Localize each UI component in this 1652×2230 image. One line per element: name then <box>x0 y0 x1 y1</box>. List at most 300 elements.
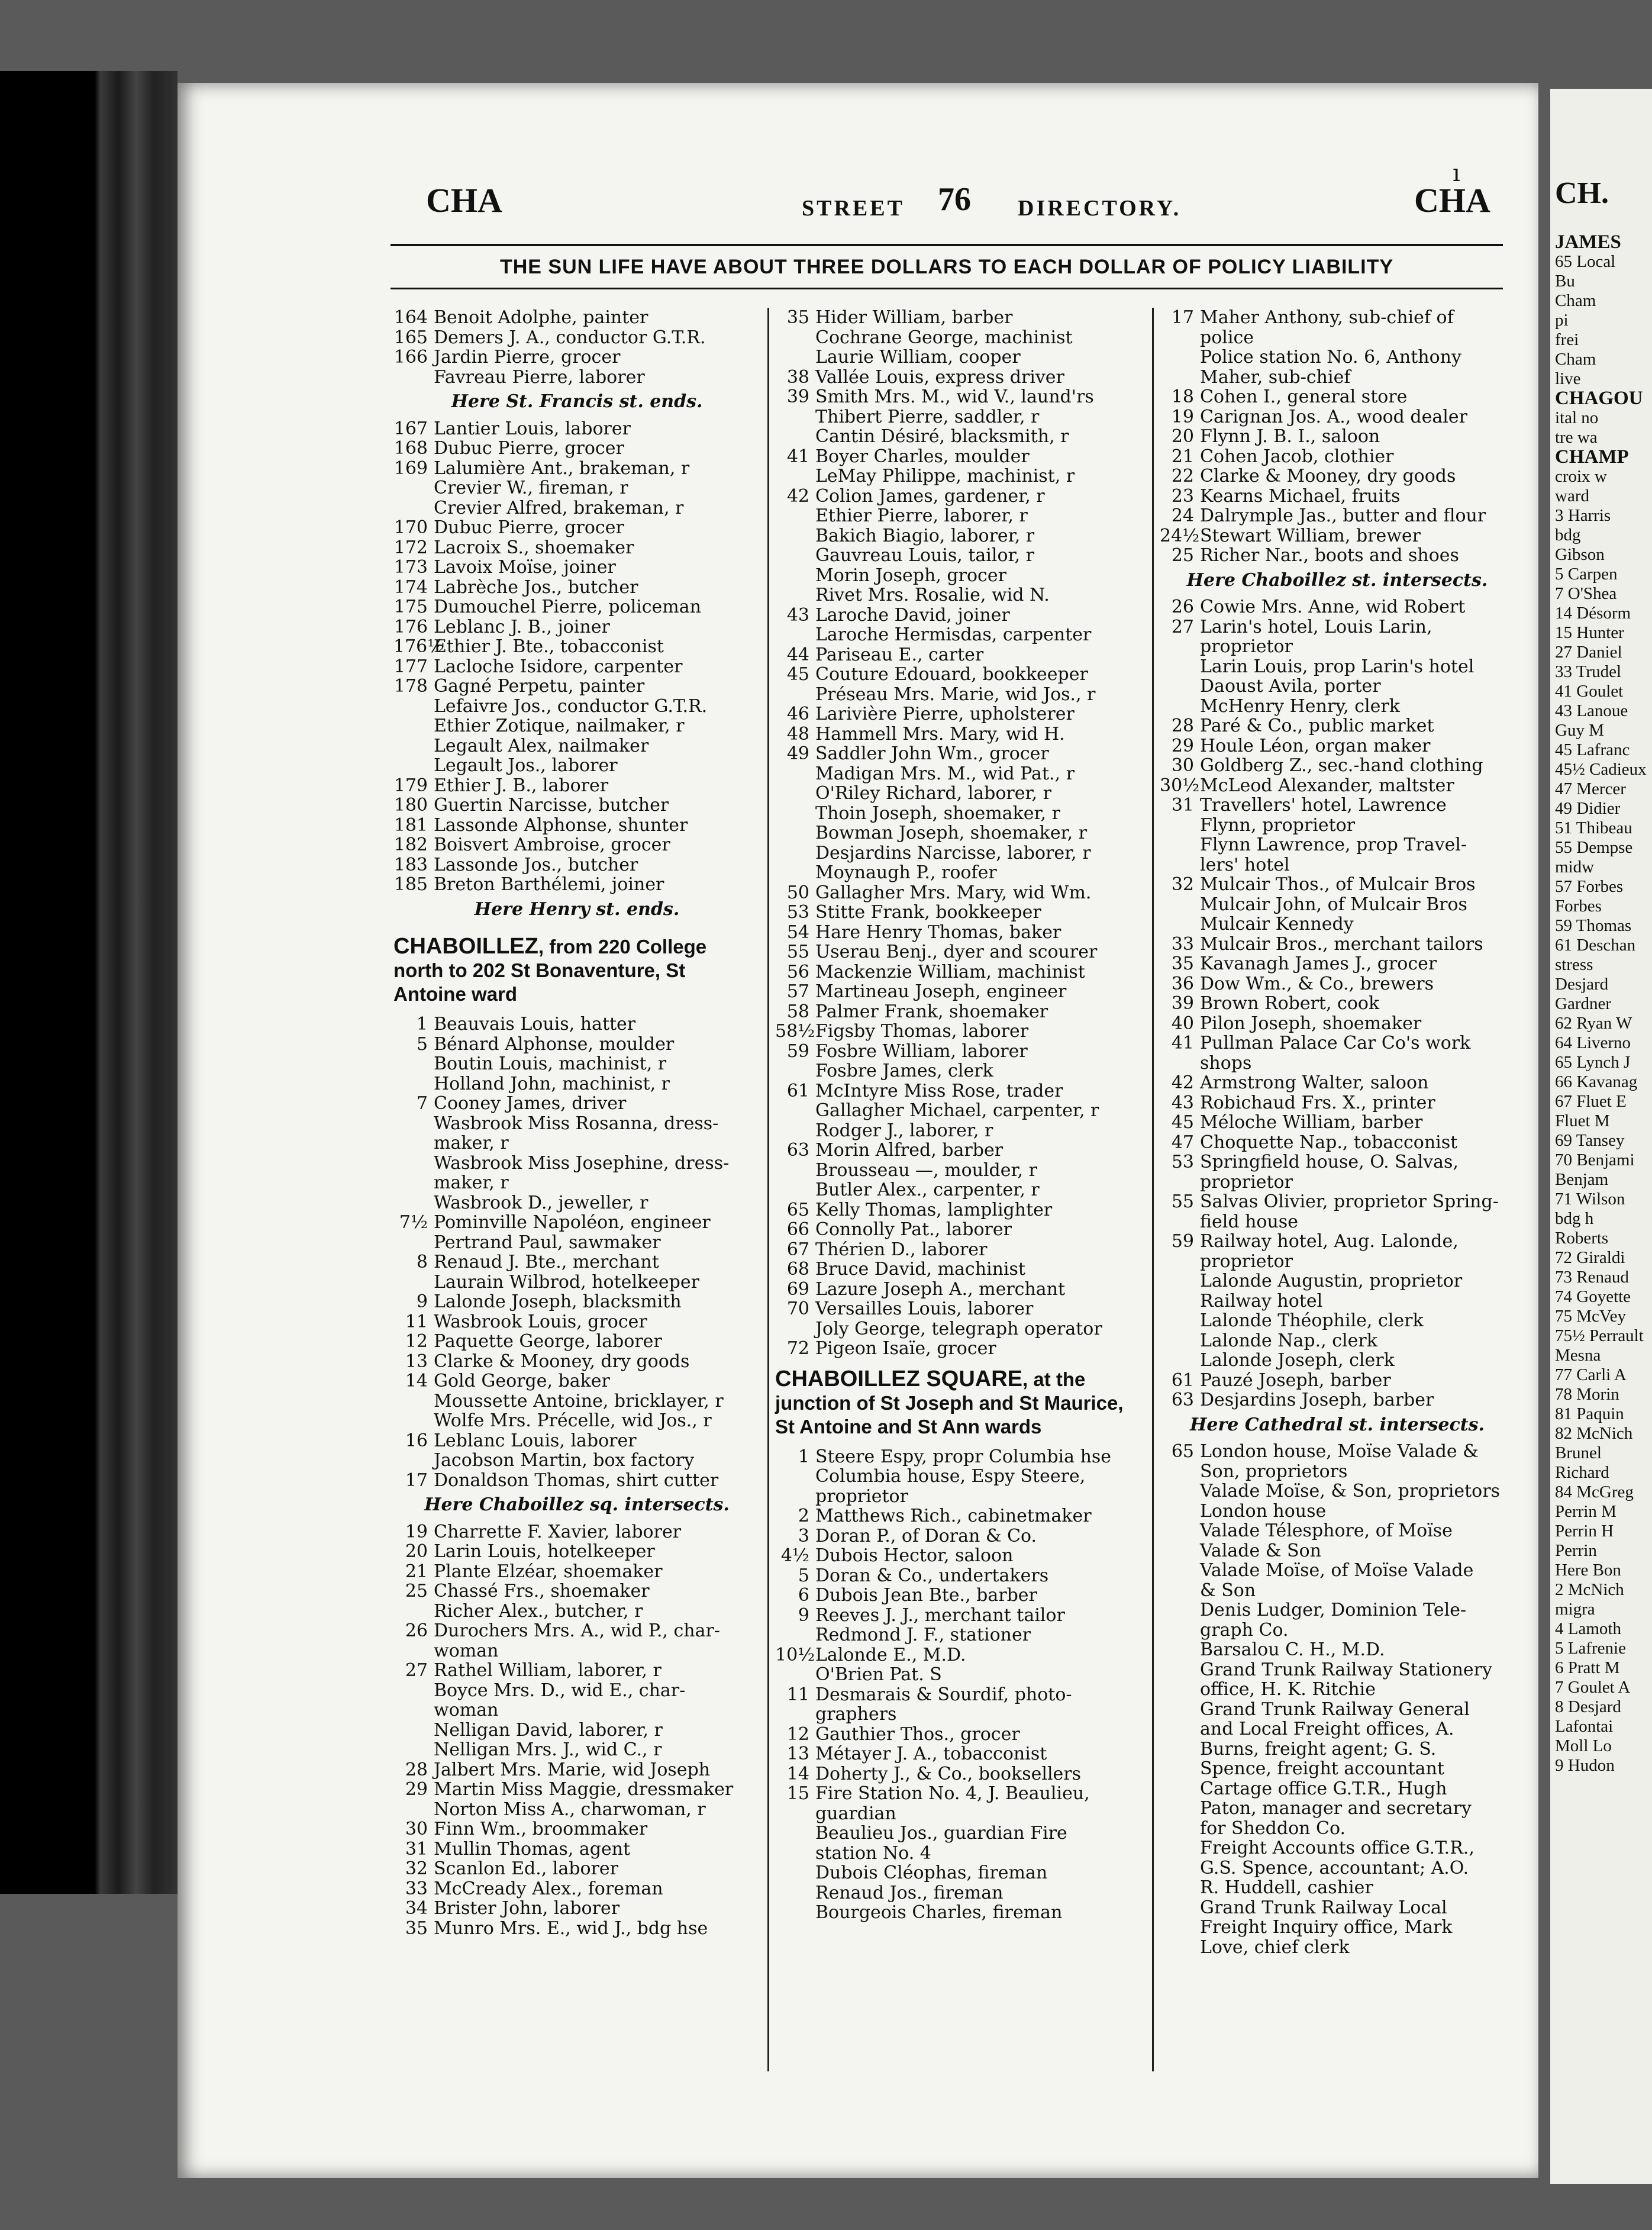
house-number: 35 <box>786 307 809 328</box>
directory-entry <box>775 585 1148 605</box>
resident-listing: Redmond J. F., stationer <box>815 1625 1031 1645</box>
adjacent-page-line: Desjard <box>1555 975 1609 994</box>
adjacent-page-line: Perrin H <box>1555 1522 1614 1541</box>
directory-entry <box>775 863 1148 883</box>
resident-listing: Cooney James, driver <box>434 1093 627 1114</box>
resident-listing: Thoin Joseph, shoemaker, r <box>815 803 1060 824</box>
house-number: 177 <box>393 656 428 677</box>
directory-entry <box>775 744 1148 764</box>
house-number: 1 <box>798 1446 809 1467</box>
resident-listing: Morin Alfred, barber <box>815 1140 1004 1161</box>
directory-entry <box>1160 506 1515 526</box>
house-number: 33 <box>1171 933 1194 955</box>
adjacent-page-line: Fluet M <box>1555 1111 1610 1130</box>
directory-entry <box>393 1252 760 1272</box>
directory-entry <box>1160 1521 1515 1541</box>
resident-listing: Columbia house, Espy Steere, <box>815 1466 1086 1487</box>
resident-listing: Nelligan Mrs. J., wid C., r <box>434 1739 662 1760</box>
directory-entry <box>393 1819 760 1839</box>
directory-entry <box>775 1645 1148 1665</box>
resident-listing: Dubois Cléophas, fireman <box>815 1862 1048 1883</box>
directory-entry <box>393 1641 760 1661</box>
resident-listing: Steere Espy, propr Columbia hse <box>815 1446 1112 1467</box>
directory-entry <box>1160 756 1515 776</box>
resident-listing: Reeves J. J., merchant tailor <box>815 1604 1065 1626</box>
resident-listing: Pominville Napoléon, engineer <box>434 1212 711 1233</box>
adjacent-page-line: 14 Désorm <box>1555 604 1631 623</box>
resident-listing: Userau Benj., dyer and scourer <box>815 942 1098 962</box>
resident-listing: Travellers' hotel, Lawrence <box>1200 795 1447 816</box>
directory-entry <box>775 1804 1148 1824</box>
resident-listing: Brister John, laborer <box>434 1898 620 1919</box>
directory-entry <box>393 657 760 677</box>
adjacent-page-line: 75 McVey <box>1555 1307 1627 1326</box>
house-number: 61 <box>1171 1369 1194 1391</box>
directory-entry <box>775 724 1148 745</box>
house-number: 32 <box>1171 874 1194 895</box>
header-rule-bottom <box>391 288 1503 289</box>
house-number: 16 <box>405 1430 428 1451</box>
resident-listing: Pilon Joseph, shoemaker <box>1200 1013 1422 1034</box>
house-number: 65 <box>786 1199 809 1220</box>
resident-listing: Chassé Frs., shoemaker <box>434 1581 650 1601</box>
resident-listing: Versailles Louis, laborer <box>815 1298 1034 1319</box>
directory-entry <box>1160 776 1515 796</box>
directory-entry <box>775 883 1148 903</box>
directory-entry <box>775 605 1148 626</box>
adjacent-page-line: 33 Trudel <box>1555 662 1622 681</box>
resident-listing: Connolly Pat., laborer <box>815 1219 1012 1240</box>
house-number: 70 <box>786 1298 809 1319</box>
directory-entry <box>775 1161 1148 1181</box>
adjacent-page-line: 5 Lafrenie <box>1555 1639 1626 1658</box>
directory-entry <box>1160 1291 1515 1311</box>
resident-listing: proprietor <box>815 1485 908 1507</box>
house-number: 170 <box>393 517 428 538</box>
house-number: 5 <box>798 1565 809 1586</box>
adjacent-page-line: Lafontai <box>1555 1717 1614 1736</box>
resident-listing: Ethier J. Bte., tobacconist <box>434 636 664 657</box>
house-number: 174 <box>393 576 428 598</box>
directory-entry <box>393 1471 760 1491</box>
resident-listing: Boyce Mrs. D., wid E., char- <box>434 1680 686 1701</box>
street-intersection-note: Here Chaboillez st. intersects. <box>1186 569 1488 591</box>
directory-entry <box>393 498 760 518</box>
adjacent-page-line: 51 Thibeau <box>1555 818 1632 837</box>
house-number: 168 <box>393 438 428 459</box>
directory-entry <box>1160 736 1515 756</box>
directory-entry <box>393 875 760 895</box>
adjacent-page-line: 7 Goulet A <box>1555 1678 1631 1697</box>
resident-listing: Barsalou C. H., M.D. <box>1200 1639 1385 1660</box>
directory-entry <box>1160 1938 1515 1958</box>
directory-entry <box>775 665 1148 685</box>
resident-listing: Pauzé Joseph, barber <box>1200 1369 1391 1391</box>
directory-entry <box>775 1883 1148 1903</box>
directory-entry <box>1160 1462 1515 1482</box>
resident-listing: Dalrymple Jas., butter and flour <box>1200 505 1486 526</box>
house-number: 36 <box>1171 973 1194 994</box>
street-name: CHABOILLEZ SQUARE <box>775 1366 1022 1391</box>
house-number: 14 <box>786 1763 809 1784</box>
resident-listing: McCready Alex., foreman <box>434 1878 663 1899</box>
adjacent-page-line: 47 Mercer <box>1555 779 1626 798</box>
resident-listing: Cartage office G.T.R., Hugh <box>1200 1778 1447 1799</box>
resident-listing: Joly George, telegraph operator <box>815 1318 1102 1339</box>
directory-entry <box>775 1220 1148 1240</box>
directory-entry <box>775 308 1148 328</box>
directory-entry <box>775 962 1148 982</box>
resident-listing: Hammell Mrs. Mary, wid H. <box>815 723 1065 745</box>
directory-entry <box>775 1081 1148 1101</box>
resident-listing: Ethier Zotique, nailmaker, r <box>434 716 685 736</box>
directory-entry <box>1160 1033 1515 1053</box>
house-number: 183 <box>393 854 428 875</box>
house-number: 54 <box>786 921 809 943</box>
directory-entry <box>393 1919 760 1939</box>
header-rule-top <box>391 244 1503 246</box>
adjacent-page-fragment <box>1550 89 1652 2184</box>
house-number: 33 <box>405 1878 428 1899</box>
house-number: 21 <box>1171 446 1194 467</box>
street-description: , at the junction of St Joseph and St Maurice, St Antoine and St Ann wards <box>775 1368 1124 1438</box>
street-section-heading <box>775 1359 1148 1439</box>
directory-entry <box>1160 1838 1515 1858</box>
resident-listing: Hider William, barber <box>815 307 1013 328</box>
directory-entry <box>1160 1600 1515 1620</box>
resident-listing: Leblanc J. B., joiner <box>434 616 610 637</box>
directory-entry <box>1160 1053 1515 1074</box>
directory-entry <box>393 1292 760 1312</box>
directory-entry <box>1160 1252 1515 1272</box>
house-number: 45 <box>786 664 809 685</box>
house-number: 2 <box>798 1506 809 1526</box>
resident-listing: Vallée Louis, express driver <box>815 366 1064 388</box>
resident-listing: Donaldson Thomas, shirt cutter <box>434 1470 719 1491</box>
directory-entry <box>393 1114 760 1134</box>
adjacent-page-line: ital no <box>1555 408 1599 427</box>
resident-listing: Denis Ludger, Dominion Tele- <box>1200 1600 1467 1620</box>
adjacent-page-text <box>1555 89 1652 1775</box>
house-number: 179 <box>393 775 428 796</box>
adjacent-page-line: 70 Benjami <box>1555 1151 1635 1169</box>
directory-entry <box>393 1312 760 1332</box>
adjacent-page-line: Gibson <box>1555 545 1605 564</box>
directory-entry <box>393 855 760 875</box>
directory-entry <box>1160 447 1515 467</box>
adjacent-page-line: 49 Didier <box>1555 799 1621 818</box>
resident-listing: Butler Alex., carpenter, r <box>815 1180 1040 1200</box>
directory-entry <box>775 328 1148 348</box>
house-number: 23 <box>1171 485 1194 507</box>
house-number: 4½ <box>780 1545 809 1566</box>
directory-entry <box>1160 657 1515 677</box>
resident-listing: Love, chief clerk <box>1200 1936 1350 1958</box>
resident-listing: Jacobson Martin, box factory <box>434 1450 695 1471</box>
resident-listing: station No. 4 <box>815 1842 931 1864</box>
directory-entry <box>393 676 760 697</box>
resident-listing: Pigeon Isaïe, grocer <box>815 1338 996 1359</box>
resident-listing: Moussette Antoine, bricklayer, r <box>434 1390 724 1412</box>
section-spacer <box>393 1006 760 1014</box>
directory-entry <box>1160 1819 1515 1839</box>
house-number: 58 <box>786 1001 809 1022</box>
house-number: 178 <box>393 676 428 697</box>
resident-listing: Lassonde Jos., butcher <box>434 854 638 875</box>
resident-listing: Doran P., of Doran & Co. <box>815 1525 1037 1546</box>
directory-entry <box>1160 716 1515 736</box>
adjacent-page-line: pi <box>1555 311 1569 330</box>
house-number: 185 <box>393 874 428 895</box>
resident-listing: Rodger J., laborer, r <box>815 1120 993 1141</box>
directory-entry <box>393 1431 760 1451</box>
resident-listing: Lassonde Alphonse, shunter <box>434 814 688 836</box>
book-binding-edge <box>0 71 178 1894</box>
house-number: 176 <box>393 616 428 637</box>
directory-entry <box>775 427 1148 447</box>
adjacent-page-line: 73 Renaud <box>1555 1268 1629 1287</box>
house-number: 11 <box>405 1311 428 1332</box>
directory-entry <box>393 439 760 459</box>
house-number: 181 <box>393 814 428 836</box>
adjacent-page-line: bdg <box>1555 526 1581 544</box>
directory-entry <box>775 1487 1148 1507</box>
resident-listing: Colion James, gardener, r <box>815 485 1045 507</box>
house-number: 30 <box>1171 755 1194 776</box>
adjacent-page-line: 69 Tansey <box>1555 1131 1625 1150</box>
resident-listing: Moynaugh P., roofer <box>815 862 997 883</box>
directory-entry <box>1160 526 1515 546</box>
adjacent-page-line: ward <box>1555 486 1589 505</box>
directory-entry <box>775 1665 1148 1685</box>
resident-listing: Larin's hotel, Louis Larin, <box>1200 616 1432 637</box>
directory-entry <box>1160 816 1515 836</box>
adjacent-page-line: Forbes <box>1555 897 1602 916</box>
directory-entry <box>393 816 760 836</box>
resident-listing: Freight Inquiry office, Mark <box>1200 1917 1453 1938</box>
resident-listing: Smith Mrs. M., wid V., laund'rs <box>815 386 1094 407</box>
resident-listing: Goldberg Z., sec.-hand clothing <box>1200 755 1483 776</box>
adjacent-page-line: 4 Lamoth <box>1555 1619 1621 1638</box>
resident-listing: for Sheddon Co. <box>1200 1817 1346 1839</box>
header-street-word: STREET <box>802 196 905 221</box>
resident-listing: Breton Barthélemi, joiner <box>434 874 664 895</box>
adjacent-page-line: Cham <box>1555 291 1596 310</box>
directory-entry <box>393 1879 760 1899</box>
street-section-heading <box>393 926 760 1006</box>
directory-entry <box>1160 1133 1515 1153</box>
house-number: 30 <box>405 1819 428 1839</box>
house-number: 49 <box>786 743 809 764</box>
resident-listing: Lalonde Joseph, blacksmith <box>434 1291 682 1312</box>
street-intersection-note: Here Chaboillez sq. intersects. <box>424 1494 730 1515</box>
house-number: 26 <box>405 1620 428 1641</box>
resident-listing: Wasbrook Miss Rosanna, dress- <box>434 1113 719 1134</box>
resident-listing: Carignan Jos. A., wood dealer <box>1200 406 1467 427</box>
house-number: 12 <box>405 1331 428 1352</box>
adjacent-page-line: Richard <box>1555 1463 1609 1482</box>
resident-listing: Scanlon Ed., laborer <box>434 1858 618 1879</box>
resident-listing: Brousseau —, moulder, r <box>815 1159 1037 1181</box>
directory-entry <box>1160 387 1515 407</box>
street-intersection-note: Here Henry st. ends. <box>474 898 680 920</box>
resident-listing: G.S. Spence, accountant; A.O. <box>1200 1857 1469 1878</box>
house-number: 53 <box>786 902 809 923</box>
resident-listing: London house <box>1200 1500 1327 1522</box>
resident-listing: police <box>1200 327 1254 348</box>
directory-entry <box>393 597 760 617</box>
directory-entry <box>775 447 1148 467</box>
directory-entry <box>1160 1481 1515 1501</box>
directory-entry <box>393 617 760 637</box>
house-number: 167 <box>393 418 428 439</box>
street-intersection-note: Here St. Francis st. ends. <box>451 391 703 412</box>
resident-listing: Métayer J. A., tobacconist <box>815 1744 1047 1764</box>
directory-entry <box>775 347 1148 368</box>
house-number: 17 <box>1171 307 1194 328</box>
directory-entry <box>393 1681 760 1701</box>
house-number: 63 <box>786 1140 809 1161</box>
adjacent-page-line: 75½ Perrault <box>1555 1326 1644 1345</box>
resident-listing: Plante Elzéar, shoemaker <box>434 1561 663 1582</box>
adjacent-page-line: 45 Lafranc <box>1555 740 1630 759</box>
house-number: 17 <box>405 1470 428 1491</box>
resident-listing: Clarke & Mooney, dry goods <box>434 1351 690 1372</box>
resident-listing: Robichaud Frs. X., printer <box>1200 1092 1435 1113</box>
resident-listing: Holland John, machinist, r <box>434 1073 670 1094</box>
directory-entry <box>393 756 760 776</box>
adjacent-page-line: croix w <box>1555 467 1607 486</box>
adjacent-page-line: CH. <box>1555 176 1609 210</box>
header-directory-word: DIRECTORY. <box>1018 196 1182 221</box>
directory-entry <box>1160 1541 1515 1561</box>
house-number: 31 <box>1171 795 1194 816</box>
house-number: 9 <box>798 1604 809 1626</box>
directory-entry <box>1160 1660 1515 1680</box>
column-divider <box>1152 308 1154 2071</box>
resident-listing: Lacloche Isidore, carpenter <box>434 656 683 677</box>
resident-listing: Doherty J., & Co., booksellers <box>815 1763 1082 1784</box>
directory-entry <box>393 1352 760 1372</box>
directory-entry <box>393 578 760 598</box>
directory-entry <box>1160 1093 1515 1113</box>
resident-listing: Boutin Louis, machinist, r <box>434 1053 667 1074</box>
house-number: 22 <box>1171 466 1194 486</box>
resident-listing: Mullin Thomas, agent <box>434 1838 631 1860</box>
directory-entry <box>1160 308 1515 328</box>
resident-listing: office, H. K. Ritchie <box>1200 1679 1376 1700</box>
resident-listing: Laroche David, joiner <box>815 604 1010 626</box>
directory-entry <box>393 1800 760 1820</box>
resident-listing: Grand Trunk Railway Stationery <box>1200 1659 1492 1680</box>
resident-listing: Doran & Co., undertakers <box>815 1565 1049 1586</box>
resident-listing: Crevier Alfred, brakeman, r <box>434 497 684 518</box>
resident-listing: Valade Télesphore, of Moïse <box>1200 1520 1453 1541</box>
directory-entry <box>1160 1390 1515 1410</box>
resident-listing: Laurain Wilbrod, hotelkeeper <box>434 1271 699 1293</box>
resident-listing: Pertrand Paul, sawmaker <box>434 1232 661 1253</box>
directory-entry <box>393 1581 760 1601</box>
adjacent-page-line: Brunel <box>1555 1443 1602 1462</box>
resident-listing: Stitte Frank, bookkeeper <box>815 902 1041 923</box>
house-number: 13 <box>405 1351 428 1372</box>
resident-listing: Lalumière Ant., brakeman, r <box>434 457 690 479</box>
directory-entry <box>775 387 1148 407</box>
adjacent-page-line: 64 Liverno <box>1555 1033 1631 1052</box>
resident-listing: Hare Henry Thomas, baker <box>815 921 1061 943</box>
directory-entry <box>393 776 760 796</box>
directory-entry <box>1160 328 1515 348</box>
house-number: 11 <box>786 1684 809 1705</box>
resident-listing: Maher, sub-chief <box>1200 366 1351 388</box>
resident-listing: Larivière Pierre, upholsterer <box>815 704 1075 724</box>
directory-entry <box>1160 1918 1515 1938</box>
resident-listing: Gauvreau Louis, tailor, r <box>815 545 1034 566</box>
house-number: 25 <box>1171 545 1194 566</box>
directory-entry <box>1160 1331 1515 1351</box>
house-number: 66 <box>786 1219 809 1240</box>
resident-listing: Leblanc Louis, laborer <box>434 1430 637 1451</box>
directory-entry <box>775 1240 1148 1260</box>
resident-listing: Gallagher Mrs. Mary, wid Wm. <box>815 882 1092 903</box>
house-number: 48 <box>786 723 809 745</box>
directory-entry <box>393 1839 760 1860</box>
adjacent-page-line: CHAGOU <box>1555 388 1643 409</box>
resident-listing: Railway hotel, Aug. Lalonde, <box>1200 1231 1459 1252</box>
directory-entry <box>775 625 1148 645</box>
directory-entry <box>1160 1620 1515 1641</box>
resident-listing: Lalonde Augustin, proprietor <box>1200 1271 1463 1291</box>
resident-listing: Fosbre James, clerk <box>815 1061 993 1081</box>
resident-listing: Lazure Joseph A., merchant <box>815 1278 1066 1300</box>
directory-entry <box>775 1180 1148 1200</box>
section-spacer <box>775 1439 1148 1447</box>
resident-listing: Bénard Alphonse, moulder <box>434 1033 675 1055</box>
house-number: 65 <box>1171 1441 1194 1462</box>
resident-listing: Dubois Jean Bte., barber <box>815 1585 1037 1606</box>
directory-entry <box>393 478 760 498</box>
house-number: 63 <box>1171 1390 1194 1410</box>
adjacent-page-line: 81 Paquin <box>1555 1404 1624 1423</box>
resident-listing: Cochrane George, machinist <box>815 327 1073 348</box>
directory-entry <box>1160 1073 1515 1093</box>
resident-listing: shops <box>1200 1052 1252 1074</box>
adjacent-page-line: Guy M <box>1555 721 1604 740</box>
resident-listing: Ethier Pierre, laborer, r <box>815 505 1028 526</box>
resident-listing: Legault Alex, nailmaker <box>434 735 649 756</box>
adjacent-page-line: 59 Thomas <box>1555 916 1632 935</box>
directory-entry <box>393 518 760 538</box>
directory-entry <box>1160 1371 1515 1391</box>
resident-listing: Gallagher Michael, carpenter, r <box>815 1100 1099 1121</box>
directory-entry <box>1160 914 1515 934</box>
directory-entry <box>1160 1799 1515 1819</box>
directory-entry <box>775 1725 1148 1745</box>
resident-listing: Benoit Adolphe, painter <box>434 307 648 328</box>
directory-entry <box>775 1447 1148 1467</box>
house-number: 9 <box>416 1291 428 1312</box>
house-number: 25 <box>405 1581 428 1601</box>
directory-entry <box>1160 1501 1515 1522</box>
resident-listing: Kearns Michael, fruits <box>1200 485 1401 507</box>
directory-entry <box>393 1700 760 1720</box>
street-intersection-note: Here Cathedral st. intersects. <box>1190 1414 1485 1435</box>
house-number: 19 <box>405 1521 428 1542</box>
directory-entry <box>1160 1152 1515 1172</box>
resident-listing: Valade Moïse, & Son, proprietors <box>1200 1481 1500 1501</box>
house-number: 72 <box>786 1338 809 1359</box>
resident-listing: Dumouchel Pierre, policeman <box>434 597 701 617</box>
